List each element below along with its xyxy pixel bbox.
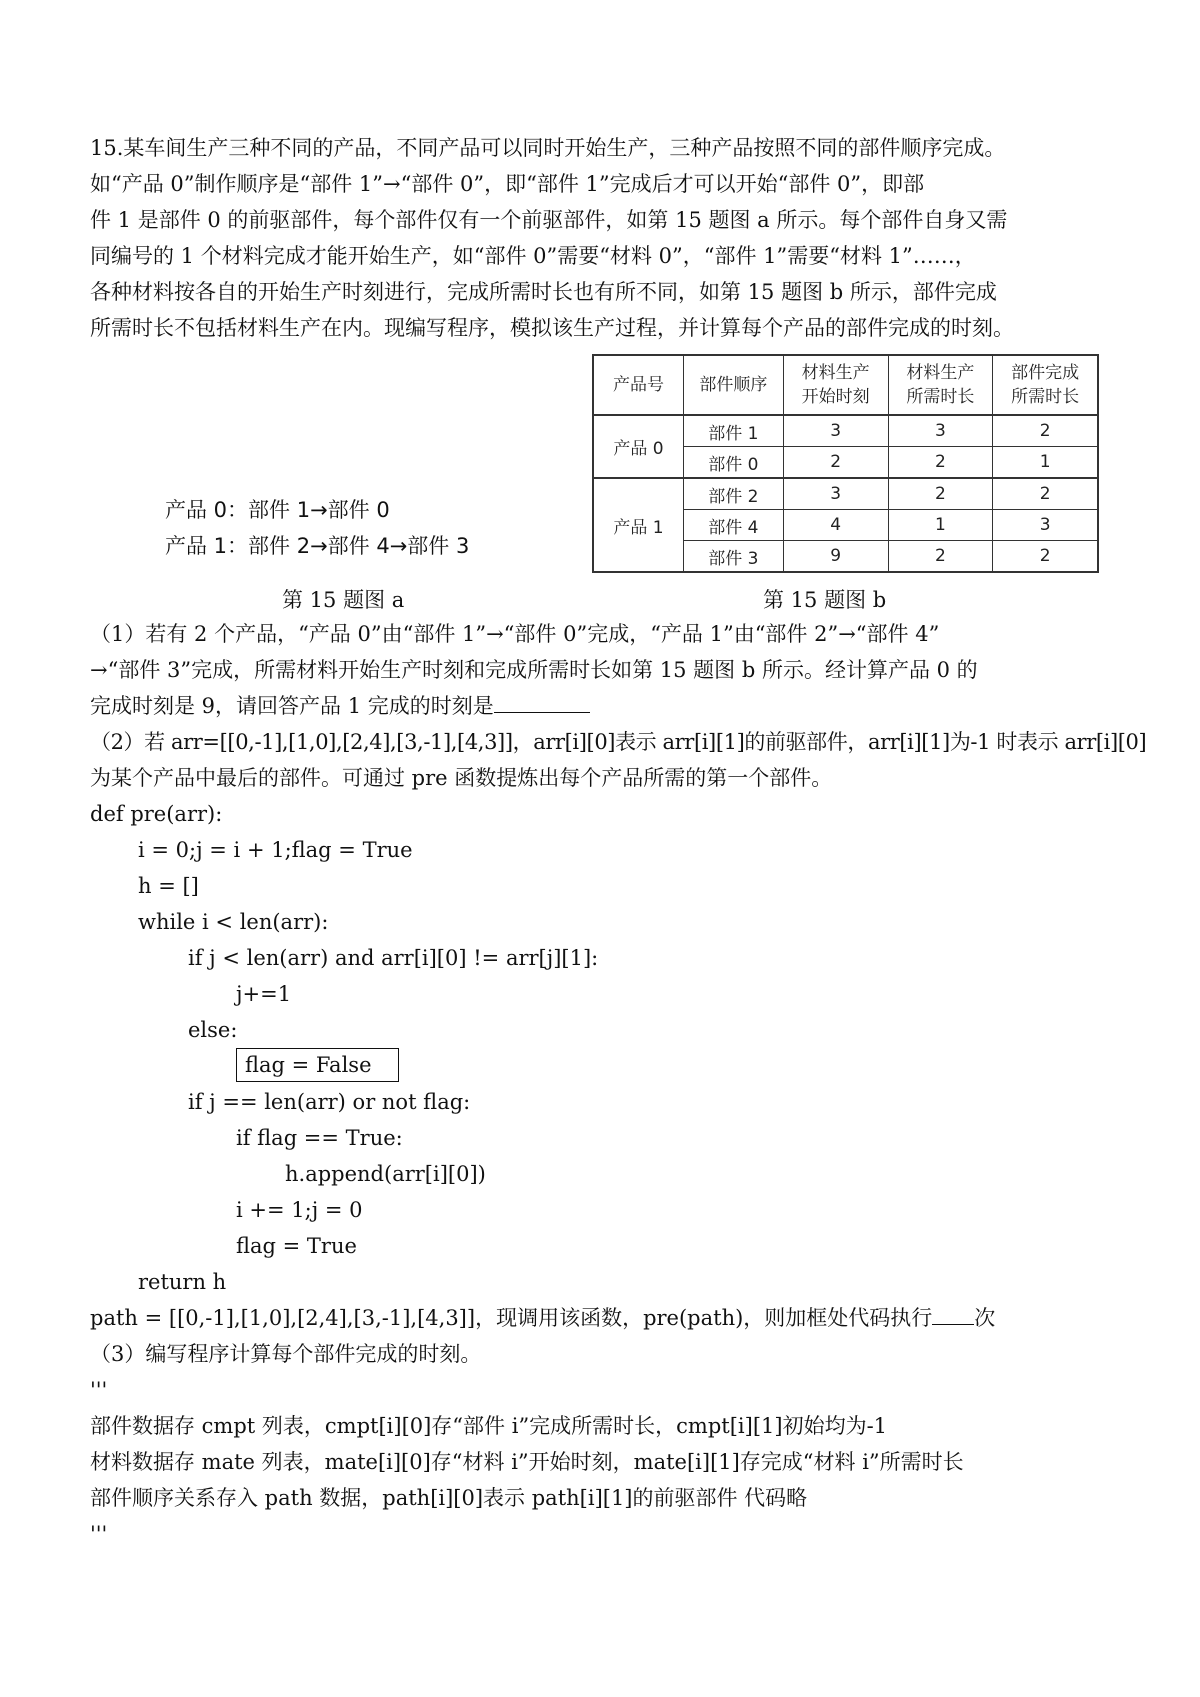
code-def: def pre(arr):: [90, 802, 223, 826]
part-cell: 部件 4: [683, 510, 783, 541]
done-cell: 2: [993, 478, 1098, 510]
intro-line-4: 同编号的 1 个材料完成才能开始生产，如“部件 0”需要“材料 0”，“部件 1”需要“材料 1”……，: [90, 244, 976, 268]
header-product: 产品号: [593, 355, 683, 415]
q2-answer-blank[interactable]: [932, 1300, 974, 1325]
code-line-while: while i < len(arr):: [138, 910, 329, 934]
q2-end-line: [90, 1300, 1130, 1336]
q2-end-suffix: 次: [974, 1306, 996, 1330]
q2-line-1: （2）若 arr=[[0,-1],[1,0],[2,4],[3,-1],[4,3]]，arr[i][0]表示 arr[i][1]的前驱部件，arr[i][1]为-1 时表示 arr[i][0]: [90, 730, 1147, 754]
done-cell: 1: [993, 447, 1098, 479]
product-cell: 产品 0: [593, 415, 683, 478]
code-line-else: else:: [188, 1018, 238, 1042]
q3-quote-open: ''': [90, 1378, 108, 1402]
q2-line-2: 为某个产品中最后的部件。可通过 pre 函数提炼出每个产品所需的第一个部件。: [90, 766, 833, 790]
code-line-boxed-flag-false: flag = False: [236, 1048, 399, 1082]
start-cell: 9: [783, 541, 888, 573]
intro-line-2: 如“产品 0”制作顺序是“部件 1”→“部件 0”，即“部件 1”完成后才可以开始“部件 0”，即部: [90, 172, 925, 196]
q3-title: （3）编写程序计算每个部件完成的时刻。: [90, 1342, 482, 1366]
intro-line-1: 15.某车间生产三种不同的产品，不同产品可以同时开始生产，三种产品按照不同的部件顺序完成。: [90, 136, 1006, 160]
header-material-duration-text: 材料生产 所需时长: [906, 363, 975, 407]
q1-line-3-text: 完成时刻是 9，请回答产品 1 完成的时刻是: [90, 694, 494, 718]
part-cell: 部件 1: [683, 415, 783, 447]
header-part-duration: [993, 355, 1098, 415]
figure-b-caption: 第 15 题图 b: [763, 588, 887, 612]
figure-a-line-2: 产品 1：部件 2→部件 4→部件 3: [165, 534, 470, 558]
q1-line-3: [90, 688, 1130, 724]
q1-line-2: →“部件 3”完成，所需材料开始生产时刻和完成所需时长如第 15 题图 b 所示。经计算产品 0 的: [90, 658, 978, 682]
code-line-if-j: if j < len(arr) and arr[i][0] != arr[j][1]:: [188, 946, 599, 970]
intro-line-5: 各种材料按各自的开始生产时刻进行，完成所需时长也有所不同，如第 15 题图 b 所示，部件完成: [90, 280, 997, 304]
q3-quote-close: ''': [90, 1522, 108, 1546]
q2-end-text: path = [[0,-1],[1,0],[2,4],[3,-1],[4,3]]，现调用该函数，pre(path)，则加框处代码执行: [90, 1306, 933, 1330]
code-line-flag-true: flag = True: [236, 1234, 357, 1258]
code-line-init: i = 0;j = i + 1;flag = True: [138, 838, 413, 862]
code-line-return: return h: [138, 1270, 227, 1294]
part-cell: 部件 3: [683, 541, 783, 573]
start-cell: 3: [783, 478, 888, 510]
done-cell: 3: [993, 510, 1098, 541]
q3-desc-1: 部件数据存 cmpt 列表，cmpt[i][0]存“部件 i”完成所需时长，cmpt[i][1]初始均为-1: [90, 1414, 888, 1438]
intro-line-6: 所需时长不包括材料生产在内。现编写程序，模拟该生产过程，并计算每个产品的部件完成的时刻。: [90, 316, 1014, 340]
duration-cell: 3: [888, 415, 993, 447]
code-line-j-inc: j+=1: [236, 982, 292, 1006]
code-line-if-flag: if flag == True:: [236, 1126, 403, 1150]
part-cell: 部件 0: [683, 447, 783, 479]
start-cell: 4: [783, 510, 888, 541]
intro-line-3: 件 1 是部件 0 的前驱部件，每个部件仅有一个前驱部件，如第 15 题图 a 所示。每个部件自身又需: [90, 208, 1008, 232]
code-line-append: h.append(arr[i][0]): [285, 1162, 486, 1186]
header-material-start: [783, 355, 888, 415]
table-row: [593, 478, 1098, 510]
duration-cell: 2: [888, 541, 993, 573]
code-line-if-end: if j == len(arr) or not flag:: [188, 1090, 471, 1114]
done-cell: 2: [993, 415, 1098, 447]
duration-cell: 2: [888, 478, 993, 510]
header-material-duration: [888, 355, 993, 415]
start-cell: 2: [783, 447, 888, 479]
done-cell: 2: [993, 541, 1098, 573]
duration-cell: 1: [888, 510, 993, 541]
header-part-duration-text: 部件完成 所需时长: [1011, 363, 1080, 407]
q1-line-1: （1）若有 2 个产品，“产品 0”由“部件 1”→“部件 0”完成，“产品 1”由“部件 2”→“部件 4”: [90, 622, 940, 646]
code-line-i-inc: i += 1;j = 0: [236, 1198, 363, 1222]
q3-desc-3: 部件顺序关系存入 path 数据，path[i][0]表示 path[i][1]的前驱部件 代码略: [90, 1486, 808, 1510]
header-material-start-text: 材料生产 开始时刻: [801, 363, 870, 407]
figure-a-caption: 第 15 题图 a: [282, 588, 405, 612]
part-cell: 部件 2: [683, 478, 783, 510]
duration-cell: 2: [888, 447, 993, 479]
q3-desc-2: 材料数据存 mate 列表，mate[i][0]存“材料 i”开始时刻，mate[i][1]存完成“材料 i”所需时长: [90, 1450, 964, 1474]
code-line-h: h = []: [138, 874, 199, 898]
q1-answer-blank[interactable]: [494, 688, 590, 713]
header-part-order: 部件顺序: [683, 355, 783, 415]
figure-b-table: [592, 354, 1099, 573]
product-cell: 产品 1: [593, 478, 683, 572]
figure-a-line-1: 产品 0：部件 1→部件 0: [165, 498, 390, 522]
table-row: [593, 415, 1098, 447]
start-cell: 3: [783, 415, 888, 447]
